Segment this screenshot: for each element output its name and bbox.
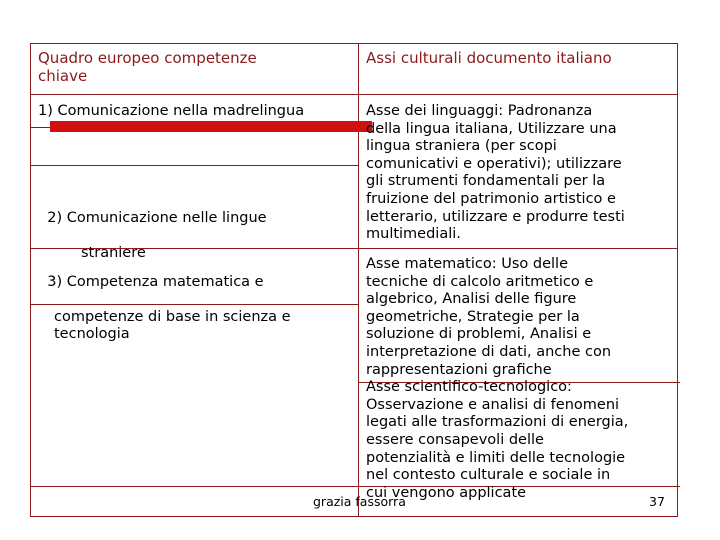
competence-mother-tongue: 1) Comunicazione nella madrelingua (38, 103, 305, 119)
footer-author: grazia fassorra (313, 494, 406, 509)
competence-foreign-languages-line2: straniere (81, 244, 146, 261)
competence-foreign-languages-line1: 2) Comunicazione nelle lingue (47, 209, 267, 226)
header-european-framework: Quadro europeo competenze chiave (38, 49, 257, 85)
header-divider (30, 94, 678, 95)
header-cultural-axes: Assi culturali documento italiano (366, 49, 612, 67)
competence-mathematics (38, 256, 356, 362)
highlight-bar (50, 121, 372, 132)
axis-languages: Asse dei linguaggi: Padronanza della lingua italiana, Utilizzare una lingua straniera (per scopi comunicativi e operativi); utilizzare gli strumenti fondamentali per la fruizione del patrimonio artistico e letterario, utilizzare e produrre testi multimediali. (366, 103, 625, 243)
left-divider-2 (30, 165, 358, 166)
axis-math-science: Asse matematico: Uso delle tecniche di calcolo aritmetico e algebrico, Analisi delle figure geometriche, Strategie per la soluzione di problemi, Analisi e interpretazione di dati, anche con rappresentazioni grafiche Asse scientifico-tecnologico: Osservazione e analisi di fenomeni legati alle trasformazioni di energia, essere consapevoli delle potenzialità e limiti delle tecnologie nel contesto culturale e sociale in cui vengono applicate (366, 256, 629, 501)
page-number: 37 (649, 494, 665, 509)
column-divider (358, 43, 359, 517)
competence-mathematics-line2: competenze di base in scienza e tecnologia (54, 308, 291, 343)
competence-mathematics-line1: 3) Competenza matematica e (47, 273, 264, 290)
